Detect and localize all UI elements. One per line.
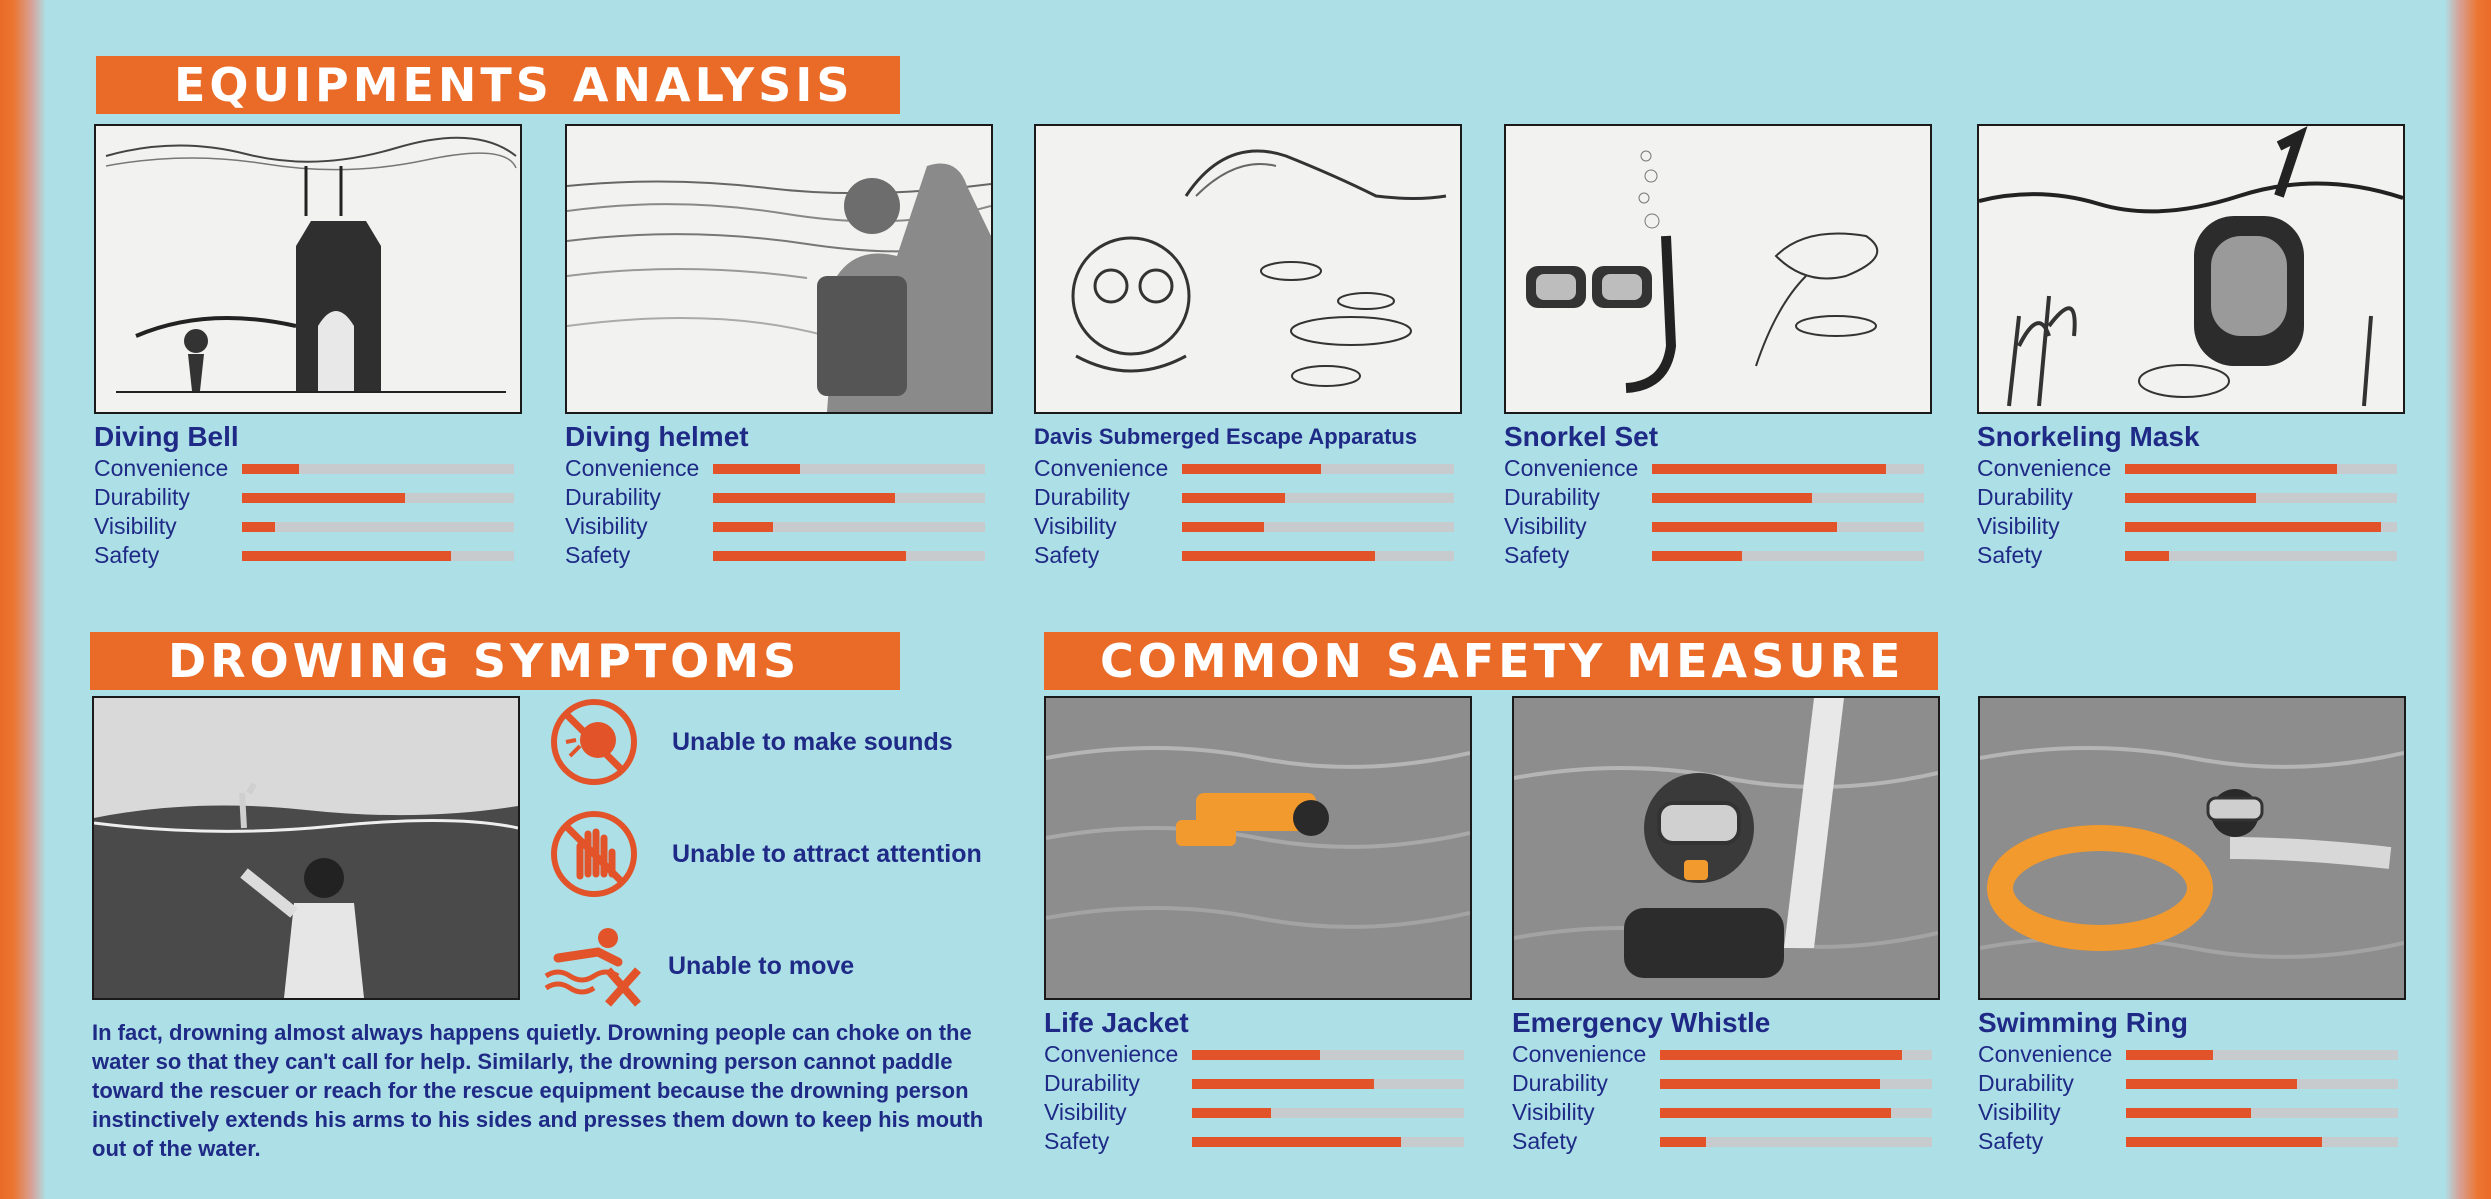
- visibility-bar: [1660, 1108, 1932, 1118]
- visibility-level: [1182, 522, 1264, 532]
- durability-bar: [1182, 493, 1454, 503]
- visibility-bar: [1182, 522, 1454, 532]
- metric-safety: Safety: [1512, 1127, 1940, 1156]
- safety-bar: [1660, 1137, 1932, 1147]
- metric-visibility: Visibility: [1977, 512, 2405, 541]
- equipment-name: Snorkeling Mask: [1977, 421, 2200, 452]
- safety-level: [1652, 551, 1742, 561]
- symptom-label: Unable to attract attention: [672, 839, 982, 868]
- convenience-bar: [1182, 464, 1454, 474]
- equipment-card-diving-bell: [94, 124, 522, 570]
- visibility-level: [713, 522, 773, 532]
- visibility-bar: [713, 522, 985, 532]
- davis-apparatus-illustration: [1034, 124, 1462, 414]
- symptom-no-sound: [546, 694, 953, 790]
- metric-visibility: Visibility: [1504, 512, 1932, 541]
- convenience-bar: [2125, 464, 2397, 474]
- metric-durability: Durability: [1978, 1069, 2406, 1098]
- visibility-level: [2126, 1108, 2251, 1118]
- visibility-level: [1652, 522, 1837, 532]
- equipment-card-snorkel-set: [1504, 124, 1932, 570]
- visibility-level: [2125, 522, 2381, 532]
- durability-level: [1652, 493, 1812, 503]
- metric-durability: Durability: [1044, 1069, 1472, 1098]
- safety-card-life-jacket: [1044, 696, 1472, 1156]
- durability-level: [713, 493, 895, 503]
- swimming-ring-photo: [1978, 696, 2406, 1000]
- convenience-bar: [2126, 1050, 2398, 1060]
- safety-level: [1192, 1137, 1401, 1147]
- no-swim-icon: [538, 918, 648, 1014]
- safety-level: [2126, 1137, 2322, 1147]
- drowning-symptoms-title: DROWING SYMPTOMS: [90, 632, 900, 690]
- convenience-level: [2126, 1050, 2213, 1060]
- symptom-no-attention: [546, 806, 982, 902]
- convenience-bar: [1660, 1050, 1932, 1060]
- metric-convenience: Convenience: [1512, 1040, 1940, 1069]
- durability-level: [1192, 1079, 1374, 1089]
- convenience-bar: [1652, 464, 1924, 474]
- equipment-name: Snorkel Set: [1504, 421, 1659, 452]
- drowning-description: In fact, drowning almost always happens quietly. Drowning people can choke on the water so that they can't call for help. Similarly, the drowning person cannot paddle toward the rescuer or reach for the rescue equipment because the drowning person instinctively extends his arms to his sides and presses them down to keep his mouth out of the water.: [92, 1020, 984, 1161]
- metric-durability: Durability: [1977, 483, 2405, 512]
- metric-safety: Safety: [1504, 541, 1932, 570]
- metric-convenience: Convenience: [1977, 454, 2405, 483]
- durability-bar: [2125, 493, 2397, 503]
- durability-bar: [713, 493, 985, 503]
- metric-durability: Durability: [94, 483, 522, 512]
- metric-visibility: Visibility: [1034, 512, 1462, 541]
- metric-visibility: Visibility: [94, 512, 522, 541]
- durability-level: [2125, 493, 2256, 503]
- convenience-level: [1660, 1050, 1902, 1060]
- safety-bar: [2126, 1137, 2398, 1147]
- right-edge-decoration: [2445, 0, 2491, 1199]
- metric-durability: Durability: [565, 483, 993, 512]
- snorkeling-mask-illustration: [1977, 124, 2405, 414]
- safety-name: Life Jacket: [1044, 1007, 1189, 1038]
- metric-convenience: Convenience: [1978, 1040, 2406, 1069]
- durability-bar: [1660, 1079, 1932, 1089]
- visibility-level: [242, 522, 275, 532]
- metric-durability: Durability: [1034, 483, 1462, 512]
- metric-convenience: Convenience: [1034, 454, 1462, 483]
- metric-convenience: Convenience: [94, 454, 522, 483]
- visibility-bar: [242, 522, 514, 532]
- metric-convenience: Convenience: [1044, 1040, 1472, 1069]
- visibility-bar: [2126, 1108, 2398, 1118]
- metric-durability: Durability: [1512, 1069, 1940, 1098]
- safety-card-emergency-whistle: [1512, 696, 1940, 1156]
- visibility-bar: [2125, 522, 2397, 532]
- metric-visibility: Visibility: [1978, 1098, 2406, 1127]
- safety-card-swimming-ring: [1978, 696, 2406, 1156]
- metric-safety: Safety: [1978, 1127, 2406, 1156]
- durability-bar: [242, 493, 514, 503]
- safety-level: [242, 551, 451, 561]
- visibility-bar: [1652, 522, 1924, 532]
- metric-safety: Safety: [565, 541, 993, 570]
- no-sound-icon: [546, 694, 642, 790]
- metric-convenience: Convenience: [1504, 454, 1932, 483]
- durability-bar: [1192, 1079, 1464, 1089]
- symptom-label: Unable to move: [668, 951, 855, 980]
- convenience-bar: [1192, 1050, 1464, 1060]
- safety-level: [2125, 551, 2169, 561]
- symptom-no-move: [538, 918, 854, 1014]
- convenience-level: [2125, 464, 2337, 474]
- safety-level: [1660, 1137, 1706, 1147]
- visibility-level: [1192, 1108, 1271, 1118]
- metric-durability: Durability: [1504, 483, 1932, 512]
- convenience-level: [713, 464, 800, 474]
- equipment-name: Diving Bell: [94, 421, 239, 452]
- convenience-bar: [242, 464, 514, 474]
- visibility-level: [1660, 1108, 1891, 1118]
- convenience-bar: [713, 464, 985, 474]
- visibility-bar: [1192, 1108, 1464, 1118]
- safety-bar: [1182, 551, 1454, 561]
- convenience-level: [1652, 464, 1886, 474]
- safety-bar: [2125, 551, 2397, 561]
- durability-bar: [2126, 1079, 2398, 1089]
- metric-safety: Safety: [1044, 1127, 1472, 1156]
- diving-bell-illustration: [94, 124, 522, 414]
- metric-safety: Safety: [1034, 541, 1462, 570]
- metric-safety: Safety: [94, 541, 522, 570]
- equipment-card-diving-helmet: [565, 124, 993, 570]
- metric-visibility: Visibility: [565, 512, 993, 541]
- safety-name: Emergency Whistle: [1512, 1007, 1771, 1038]
- equipment-card-davis-apparatus: [1034, 124, 1462, 570]
- snorkel-set-illustration: [1504, 124, 1932, 414]
- durability-level: [242, 493, 405, 503]
- safety-level: [1182, 551, 1375, 561]
- metric-visibility: Visibility: [1044, 1098, 1472, 1127]
- safety-name: Swimming Ring: [1978, 1007, 2188, 1038]
- durability-level: [1660, 1079, 1880, 1089]
- metric-safety: Safety: [1977, 541, 2405, 570]
- drowning-photo: [92, 696, 520, 1000]
- safety-level: [713, 551, 906, 561]
- common-safety-measure-title: COMMON SAFETY MEASURE: [1044, 632, 1938, 690]
- metric-convenience: Convenience: [565, 454, 993, 483]
- equipment-card-snorkeling-mask: [1977, 124, 2405, 570]
- emergency-whistle-photo: [1512, 696, 1940, 1000]
- diving-helmet-illustration: [565, 124, 993, 414]
- left-edge-decoration: [0, 0, 46, 1199]
- symptom-label: Unable to make sounds: [672, 727, 953, 756]
- durability-bar: [1652, 493, 1924, 503]
- convenience-level: [242, 464, 299, 474]
- equipments-analysis-title: EQUIPMENTS ANALYSIS: [96, 56, 900, 114]
- convenience-level: [1192, 1050, 1320, 1060]
- safety-bar: [713, 551, 985, 561]
- no-wave-hand-icon: [546, 806, 642, 902]
- convenience-level: [1182, 464, 1321, 474]
- equipment-name: Diving helmet: [565, 421, 749, 452]
- safety-bar: [1652, 551, 1924, 561]
- durability-level: [1182, 493, 1285, 503]
- life-jacket-photo: [1044, 696, 1472, 1000]
- safety-bar: [242, 551, 514, 561]
- metric-visibility: Visibility: [1512, 1098, 1940, 1127]
- safety-bar: [1192, 1137, 1464, 1147]
- equipment-name: Davis Submerged Escape Apparatus: [1034, 424, 1418, 449]
- durability-level: [2126, 1079, 2297, 1089]
